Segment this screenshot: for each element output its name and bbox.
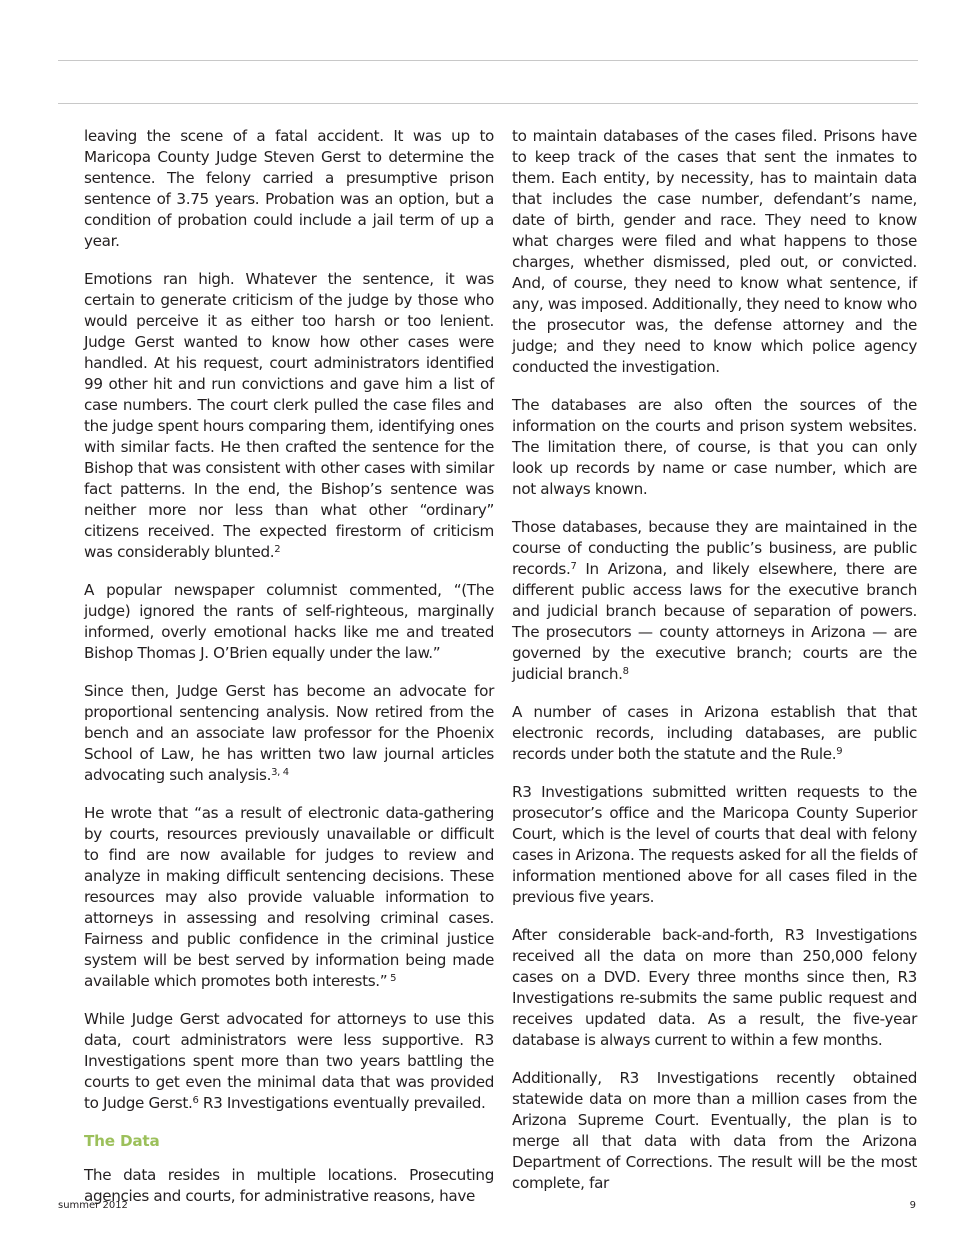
paragraph: to maintain databases of the cases filed. Prisons have to keep track of the cases that sent the inmates to them. Each entity, by necessity, has to maintain data that includes the case number, defendant’s name, date of birth, gender and race. They need to know what charges were filed and what happens to those charges, whether dismissed, pled out, or convicted. And, of course, they need to know what sentence, if any, was imposed. Additionally, they need to know who the prosecutor was, the defense attorney and the judge; and they need to know which police agency conducted the investigation.	[512, 127, 917, 376]
paragraph: A popular newspaper columnist commented, “(The judge) ignored the rants of self-righteous, marginally informed, overly emotional hacks like me and treated Bishop Thomas J. O’Brien equally under the law.”	[84, 581, 494, 662]
paragraph: Since then, Judge Gerst has become an advocate for proportional sentencing analysis. Now retired from the bench and an associate law professor for the Phoenix School of Law, he has written two law journal articles advocating such analysis.$^{3, 4}$	[84, 682, 494, 784]
footnote-ref: 9	[836, 746, 843, 757]
paragraph: The databases are also often the sources of the information on the courts and prison system websites. The limitation there, of course, is that you can only look up records by name or case number, which are not always known.	[512, 396, 917, 498]
paragraph: A number of cases in Arizona establish that that electronic records, including databases, are public records under both the statute and the Rule.$^9$	[512, 703, 917, 763]
paragraph: He wrote that “as a result of electronic data-gathering by courts, resources previously unavailable or difficult to find are now available for judges to review and analyze in making difficult sentencing decisions. These resources may also provide valuable information to attorneys in assessing and resolving criminal cases. Fairness and public confidence in the criminal justice system will be best served by information being made available which promotes both interests.” $^5$	[84, 804, 494, 990]
footnote-ref: 7	[570, 561, 577, 572]
top-rule	[58, 60, 918, 61]
paragraph: R3 Investigations submitted written requests to the prosecutor’s office and the Maricopa County Superior Court, which is the level of courts that deal with felony cases in Arizona. The requests asked for all the fields of information mentioned above for all cases filed in the previous five years.	[512, 783, 917, 906]
footer-issue: summer 2012	[58, 1200, 128, 1211]
footnote-ref: 5	[387, 973, 397, 984]
footer-page-number: 9	[909, 1200, 916, 1211]
paragraph: Those databases, because they are maintained in the course of conducting the public’s business, are public records.$^7$ In Arizona, and likely elsewhere, there are different public access laws for the executive branch and judicial branch because of separation of powers. The prosecutors — county attorneys in Arizona — are governed by the executive branch; courts are the judicial branch.$^8$	[512, 518, 917, 683]
footnote-ref: 6	[192, 1095, 199, 1106]
paragraph: The data resides in multiple locations. Prosecuting agencies and courts, for administrative reasons, have	[84, 1166, 494, 1205]
paragraph: leaving the scene of a fatal accident. It was up to Maricopa County Judge Steven Gerst to determine the sentence. The felony carried a presumptive prison sentence of 3.75 years. Probation was an option, but a condition of probation could include a jail term of up a year.	[84, 127, 494, 250]
section-heading: The Data	[84, 1132, 160, 1150]
header-rule	[58, 103, 918, 104]
left-column	[84, 126, 494, 1224]
paragraph: After considerable back-and-forth, R3 Investigations received all the data on more than 250,000 felony cases on a DVD. Every three months since then, R3 Investigations re-submits the same public request and receives updated data. As a result, the five-year database is always current to within a few months.	[512, 926, 917, 1049]
paragraph: Additionally, R3 Investigations recently obtained statewide data on more than a million cases from the Arizona Supreme Court. Eventually, the plan is to merge all that data with data from the Arizona Department of Corrections. The result will be the most complete, far	[512, 1069, 917, 1192]
paragraph: Emotions ran high. Whatever the sentence, it was certain to generate criticism of the judge by those who would perceive it as either too harsh or too lenient. Judge Gerst wanted to know how other cases were handled. At his request, court administrators identified 99 other hit and run convictions and gave him a list of case numbers. The court clerk pulled the case files and the judge spent hours comparing them, identifying ones with similar facts. He then crafted the sentence for the Bishop that was consistent with other cases with similar fact patterns. In the end, the Bishop’s sentence was neither more nor less than what other “ordinary” citizens received. The expected firestorm of criticism was considerably blunted.$^2$	[84, 270, 494, 561]
footnote-ref: 8	[622, 666, 629, 677]
paragraph: While Judge Gerst advocated for attorneys to use this data, court administrators were less supportive. R3 Investigations spent more than two years battling the courts to get even the minimal data that was provided to Judge Gerst.$^6$ R3 Investigations eventually prevailed.	[84, 1010, 494, 1112]
footnote-ref: 3, 4	[271, 767, 289, 778]
right-column	[512, 126, 917, 1211]
footnote-ref: 2	[274, 544, 281, 555]
